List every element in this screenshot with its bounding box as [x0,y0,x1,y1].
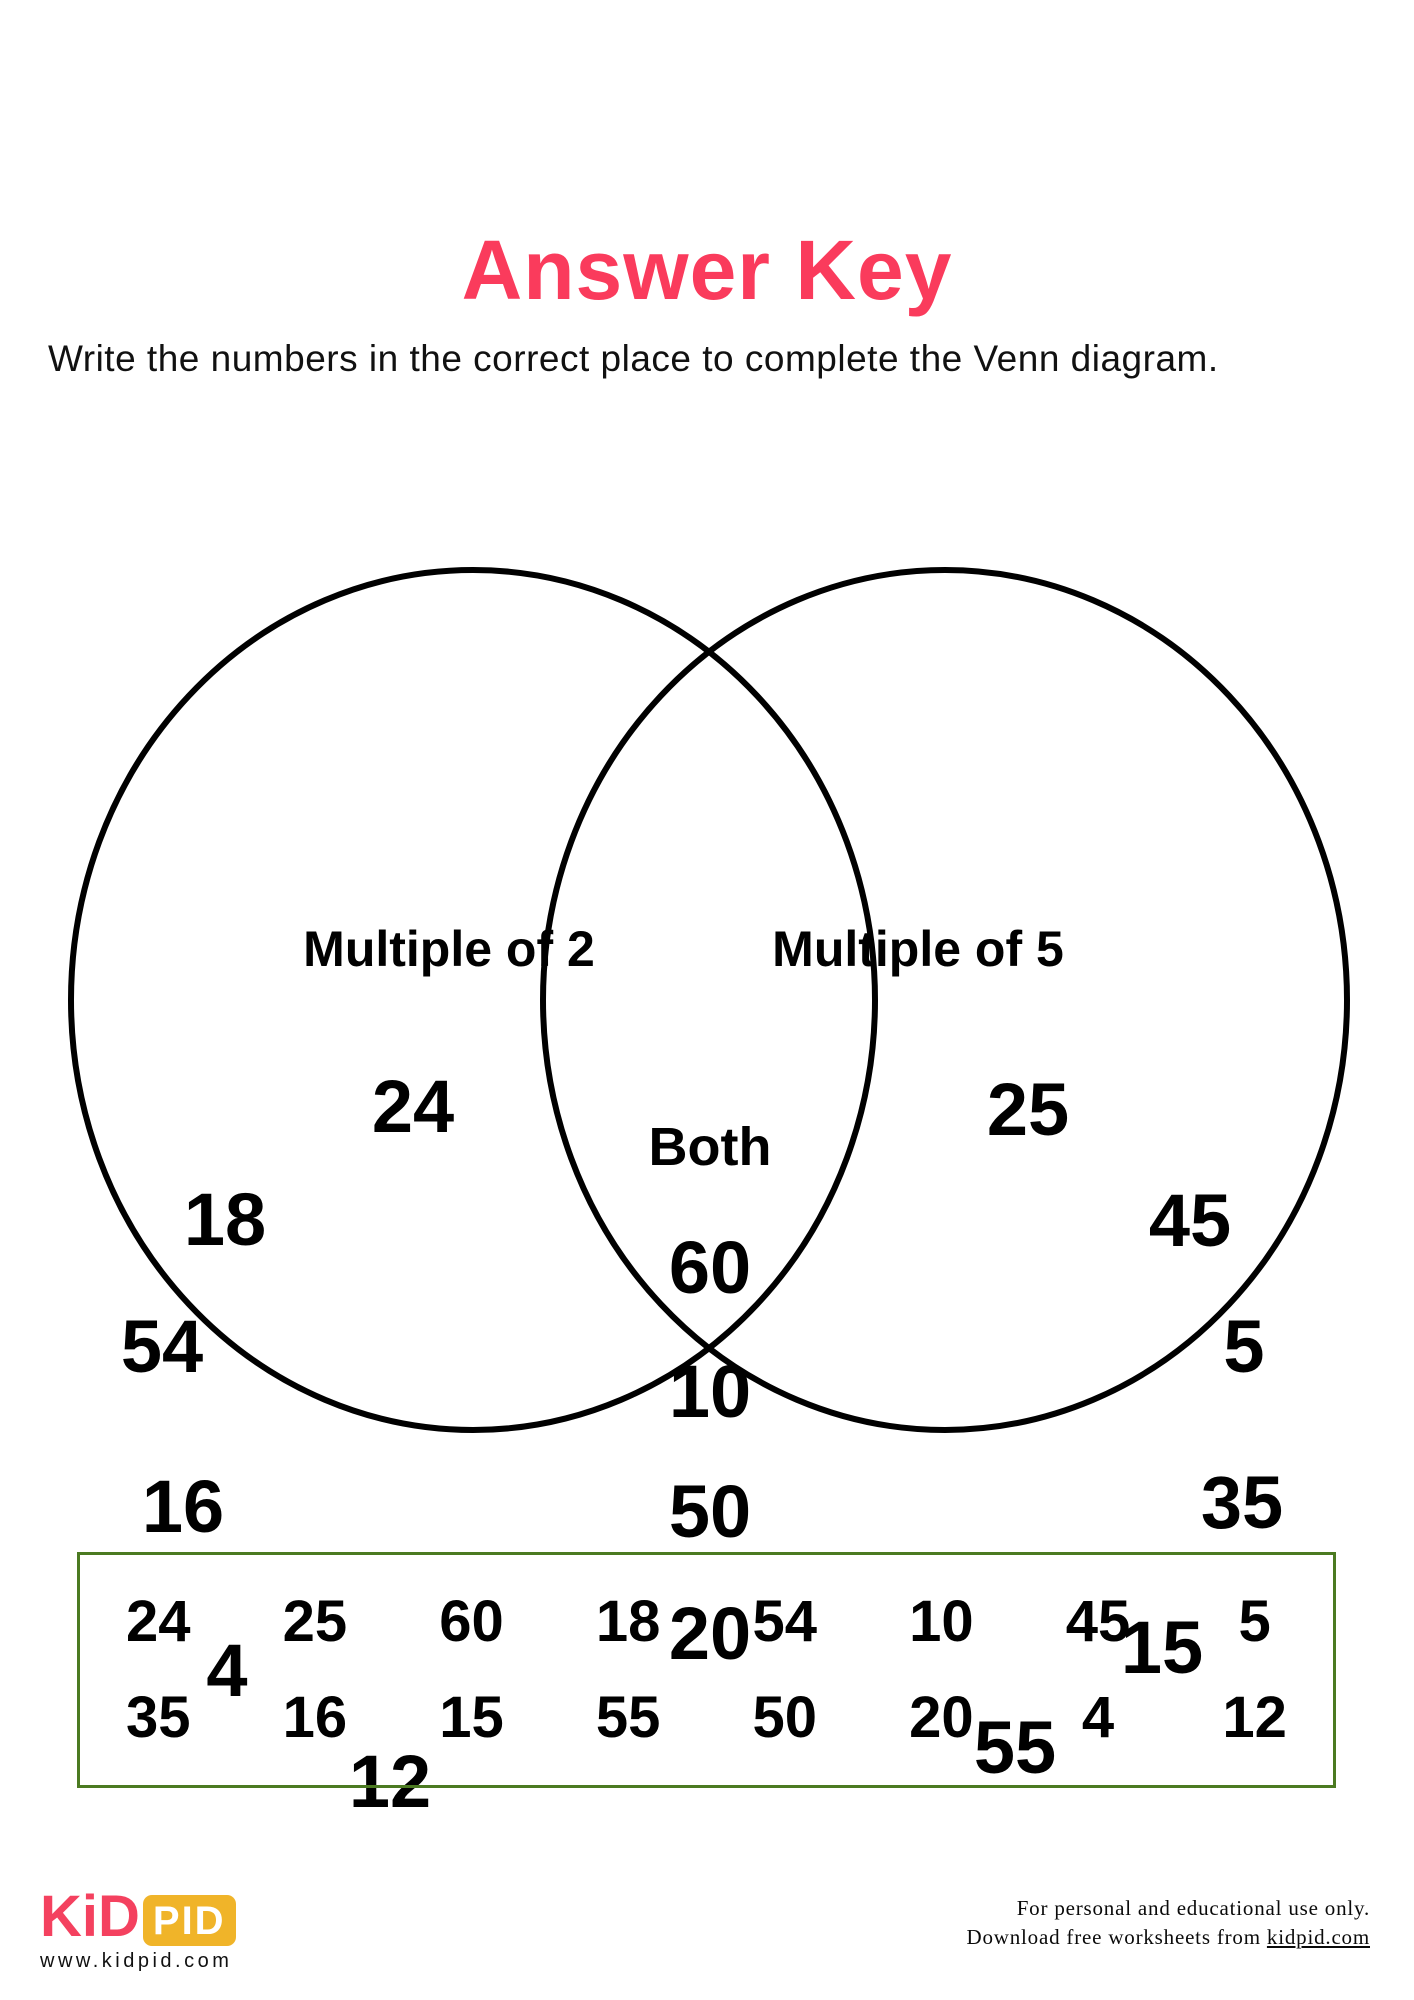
kidpid-link[interactable]: kidpid.com [1266,1924,1370,1949]
page-title: Answer Key [461,223,953,317]
usage-line-2-prefix: Download free worksheets from [966,1924,1267,1949]
venn-left-number: 4 [206,1629,248,1712]
bank-number: 50 [752,1685,818,1750]
left-set-label: Multiple of 2 [303,921,595,977]
venn-diagram [0,420,1414,1823]
bank-number: 55 [595,1685,661,1750]
venn-right-number: 15 [1120,1606,1204,1689]
left-circle [71,570,875,1433]
bank-number: 60 [439,1589,504,1654]
venn-left-number: 18 [183,1178,267,1261]
venn-right-number: 35 [1200,1461,1284,1544]
bank-number: 10 [909,1589,974,1654]
venn-right-number: 45 [1148,1179,1232,1262]
right-circle [543,570,1347,1433]
bank-number: 25 [282,1589,348,1654]
venn-both-number: 60 [668,1226,752,1309]
bank-number: 15 [439,1685,504,1750]
usage-note [967,1894,1371,1952]
venn-both-number: 50 [668,1470,752,1553]
bank-number: 45 [1065,1589,1131,1654]
bank-number: 18 [595,1589,661,1654]
kidpid-logo-pid-badge: PID [143,1895,236,1946]
website-url: www.kidpid.com [40,1950,233,1972]
right-set-label: Multiple of 5 [772,921,1064,977]
venn-right-number: 55 [973,1706,1057,1789]
bank-number: 16 [282,1685,348,1750]
bank-number: 20 [909,1685,974,1750]
venn-left-number: 24 [371,1065,455,1148]
bank-number: 35 [126,1685,191,1750]
venn-left-number: 12 [348,1740,432,1823]
bank-number: 5 [1238,1589,1271,1654]
venn-both-number: 10 [668,1350,752,1433]
kidpid-logo-kid-text: KiD [40,1884,140,1949]
number-bank [77,1552,1336,1788]
both-label: Both [648,1117,772,1177]
bank-number: 12 [1222,1685,1287,1750]
usage-line-1: For personal and educational use only. [1016,1896,1370,1920]
usage-line-2 [967,1923,1371,1952]
venn-right-number: 25 [986,1068,1070,1151]
venn-right-number: 5 [1223,1305,1265,1388]
venn-left-number: 54 [120,1305,204,1388]
bank-number: 4 [1081,1685,1115,1750]
kidpid-logo [40,1884,236,1949]
number-bank-row-1 [80,1589,1333,1654]
number-bank-row-2 [80,1685,1333,1750]
instruction-text: Write the numbers in the correct place to complete the Venn diagram. [48,338,1219,379]
bank-number: 54 [752,1589,818,1654]
bank-number: 24 [126,1589,191,1654]
venn-both-number: 20 [668,1592,752,1675]
venn-left-number: 16 [141,1465,225,1548]
